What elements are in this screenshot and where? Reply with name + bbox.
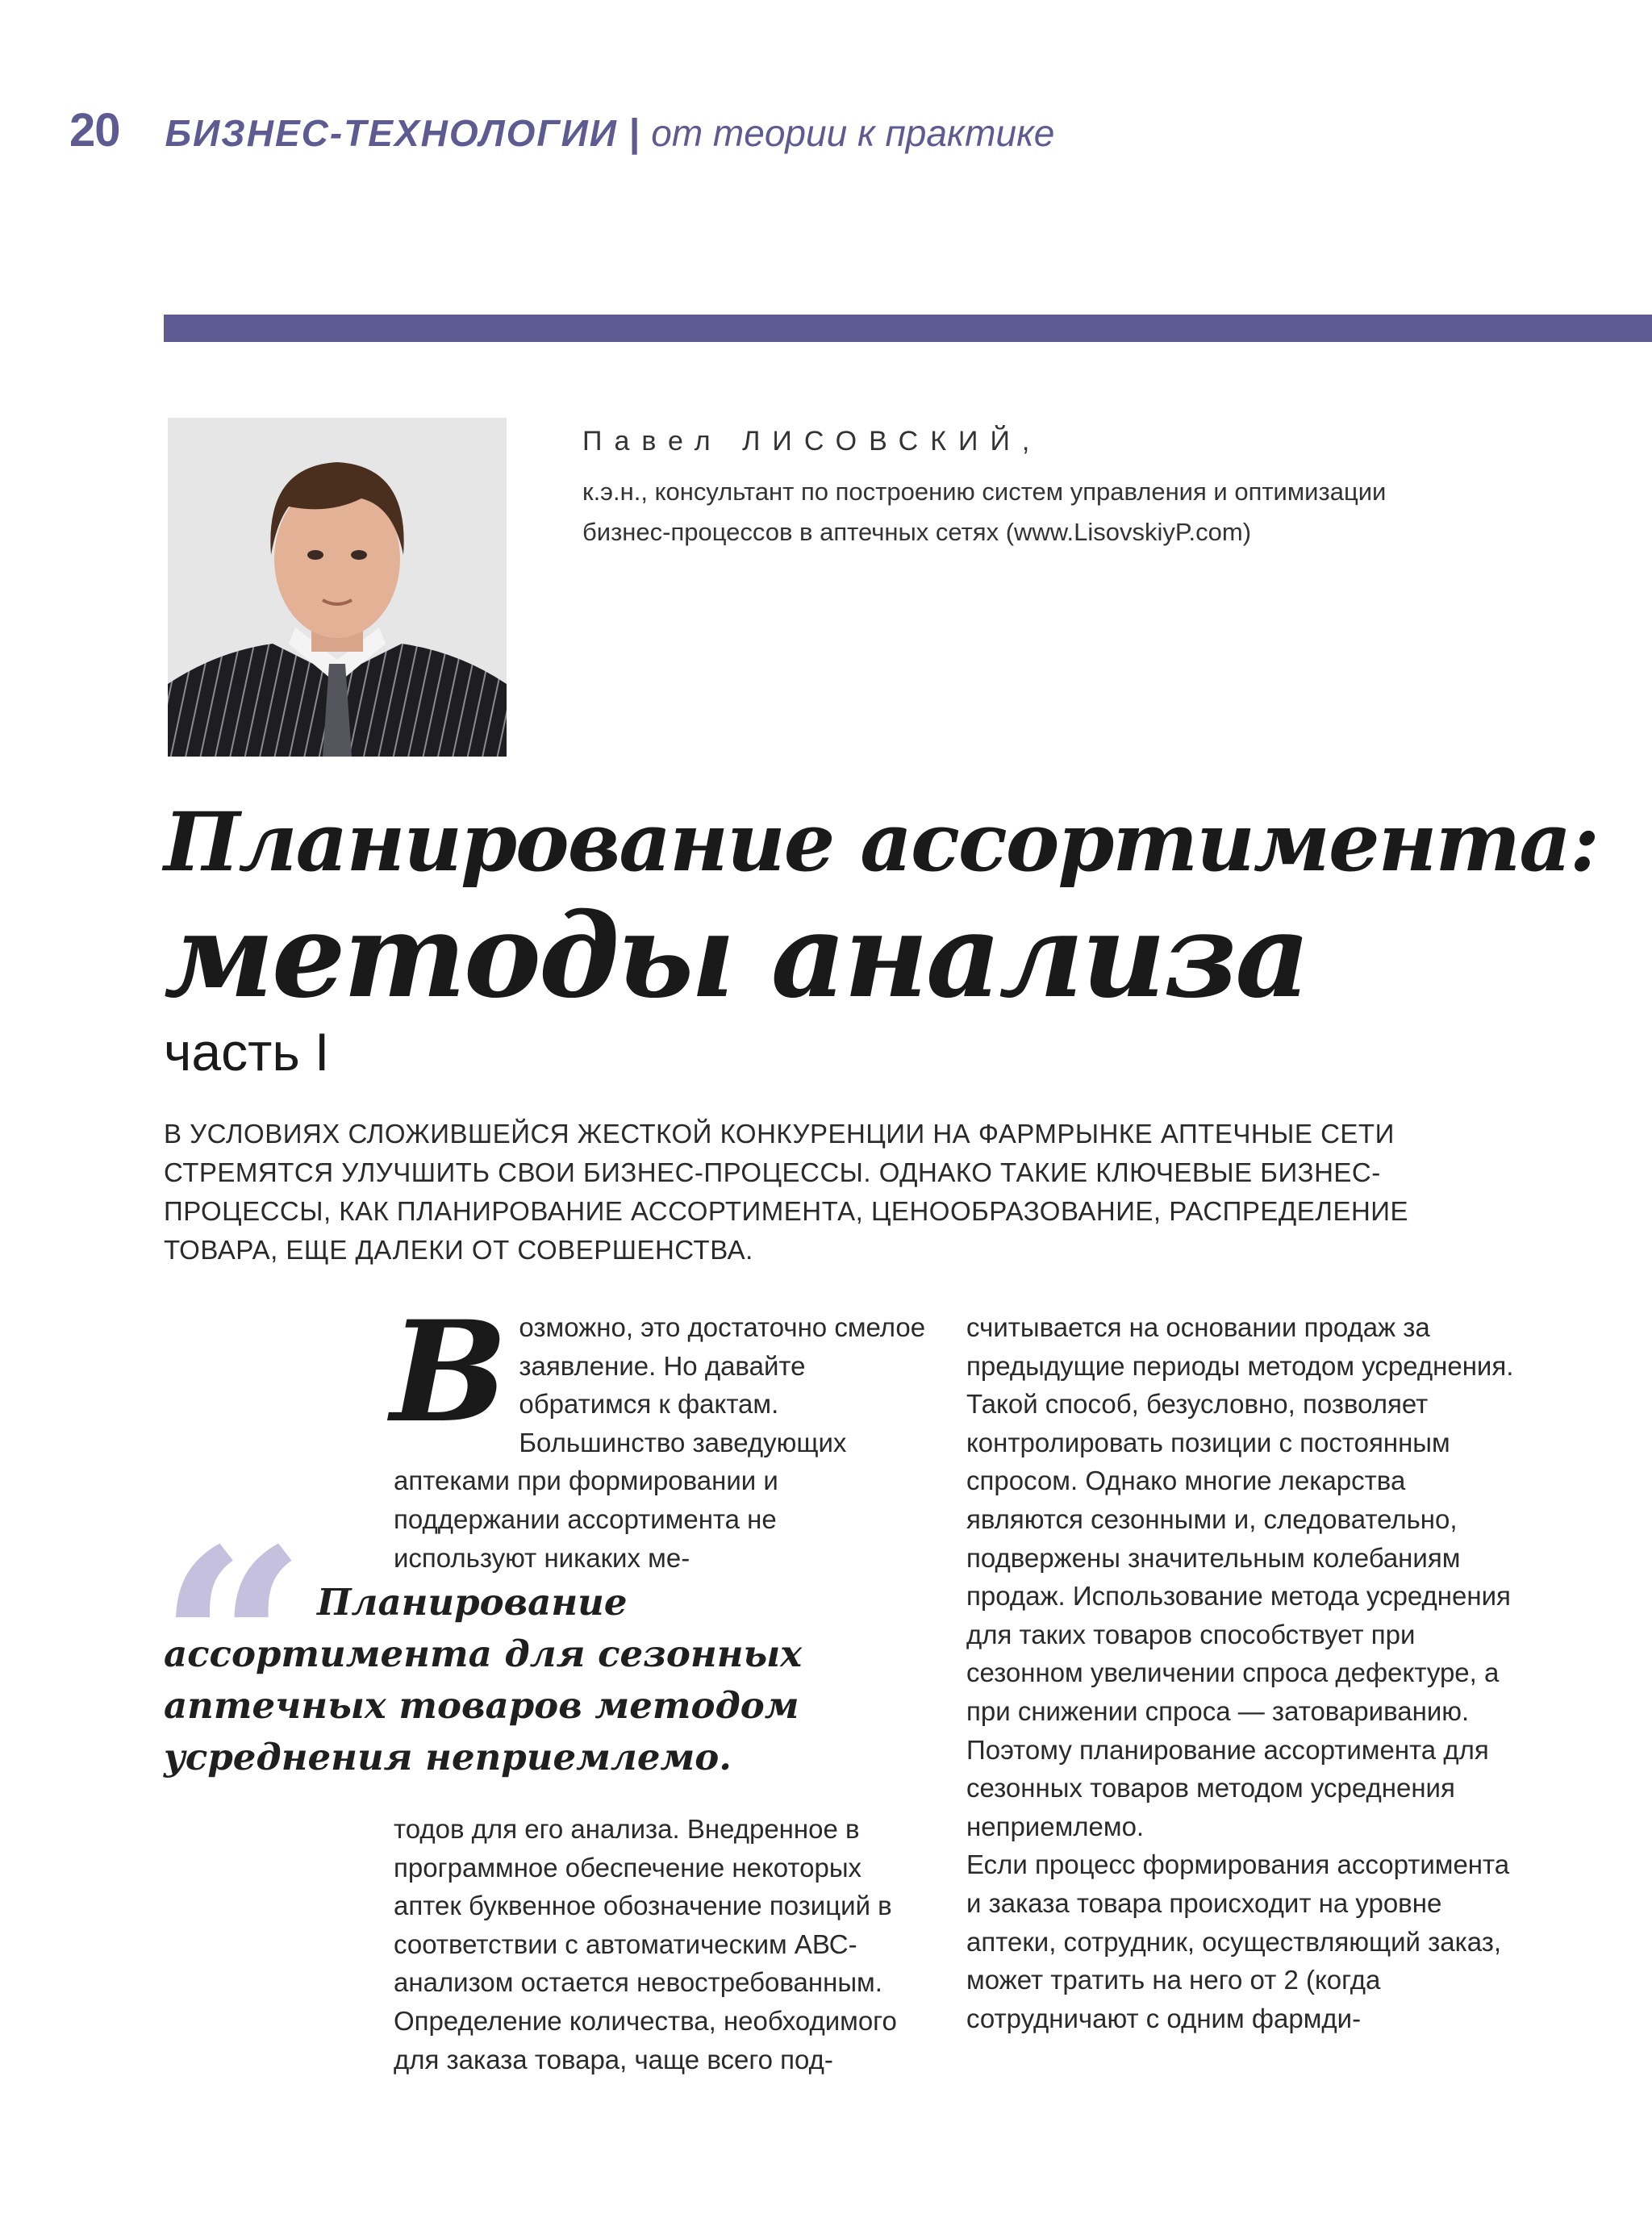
author-description-line-2: бизнес-процессов в аптечных сетях (www.LisovskiyP.com) [582,518,1252,546]
drop-cap: В [390,1290,508,1453]
author-portrait-image [168,418,507,757]
section-title: БИЗНЕС-ТЕХНОЛОГИИ [165,112,618,154]
body-column-left-top [390,1290,926,1577]
article-part-label: часть I [164,1022,330,1082]
pull-quote: Планирование ассортимента для сезонных аптечных товаров методом усреднения неприемлемо. [164,1581,803,1778]
article-title-line-1: Планирование ассортимента: [164,794,1599,890]
header-separator: | [628,112,640,155]
body-paragraph: озможно, это достаточно смелое заявление. Но давайте обратимся к фактам. Большинство заведующих аптеками при формировании и поддержании ассортимента не используют никаких ме- [394,1312,926,1573]
running-header [69,103,1054,168]
body-column-right [966,1308,1515,2037]
author-info [582,426,1470,552]
body-paragraph: тодов для его анализа. Внедренное в программное обеспечение некоторых аптек буквенное обозначение позиций в соответствии с автоматическим АВС-анализом остается невостребованным. Определение количества, необходимого для заказа товара, чаще всего под- [394,1814,897,2074]
author-name: Павел ЛИСОВСКИЙ, [582,426,1042,457]
section-subtitle: от теории к практике [651,112,1055,154]
article-lead: В УСЛОВИЯХ СЛОЖИВШЕЙСЯ ЖЕСТКОЙ КОНКУРЕНЦИИ НА ФАРМРЫНКЕ АПТЕЧНЫЕ СЕТИ СТРЕМЯТСЯ УЛУЧШИТЬ СВОИ БИЗНЕС-ПРОЦЕССЫ. ОДНАКО ТАКИЕ КЛЮЧЕВЫЕ БИЗНЕС-ПРОЦЕССЫ, КАК ПЛАНИРОВАНИЕ АССОРТИМЕНТА, ЦЕНООБРАЗОВАНИЕ, РАСПРЕДЕЛЕНИЕ ТОВАРА, ЕЩЕ ДАЛЕКИ ОТ СОВЕРШЕНСТВА. [164,1119,1409,1265]
body-column-left-bottom [394,1810,926,2079]
body-paragraph: считывается на основании продаж за предыдущие периоды методом усреднения. Такой способ, безусловно, позволяет контролировать позиции с постоянным спросом. Однако многие лекарства являются сезонными и, следовательно, подвержены значительным колебаниям продаж. Использование метода усреднения для таких товаров способствует при сезонном увеличении спроса дефектуре, а при снижении спроса — затовариванию. Поэтому планирование ассортимента для сезонных товаров методом усреднения неприемлемо. [966,1312,1514,1841]
author-description-line-1: к.э.н., консультант по построению систем управления и оптимизации [582,477,1387,506]
body-paragraph: Если процесс формирования ассортимента и заказа товара происходит на уровне аптеки, сотрудник, осуществляющий заказ, может тратить на него от 2 (когда сотрудничают с одним фармди- [966,1849,1510,2033]
quote-mark-icon: “ [158,1494,307,1796]
page-number: 20 [69,104,120,156]
header-rule [164,315,1652,342]
article-title-line-2: методы анализа [164,887,1308,1024]
author-photo [168,418,507,757]
